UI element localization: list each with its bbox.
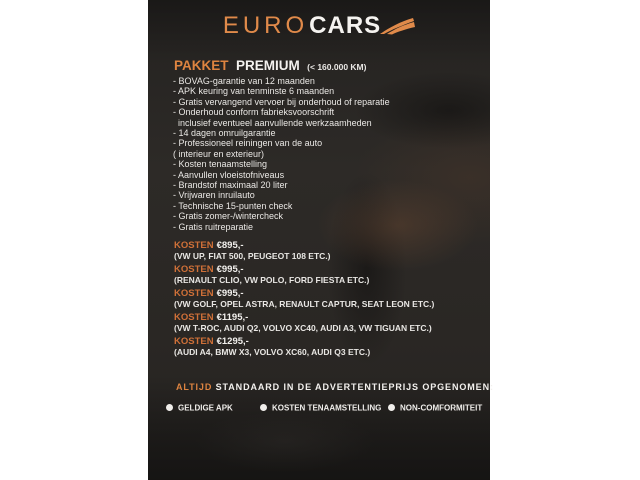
price-value: €1295,-	[216, 336, 249, 347]
feature-item: - Technische 15-punten check	[173, 200, 293, 211]
feature-item: - Kosten tenaamstelling	[173, 159, 268, 170]
bullet-dot-icon	[388, 404, 395, 411]
footer-heading-rest: STANDAARD IN DE ADVERTENTIEPRIJS OPGENOMEN:	[215, 382, 494, 392]
feature-item: - BOVAG-garantie van 12 maanden	[173, 76, 315, 86]
price-value: €895,-	[216, 240, 244, 251]
feature-item: - Gratis vervangend vervoer bij onderhoud of reparatie	[173, 96, 390, 107]
footer-item	[166, 399, 233, 417]
package-title-primary: PAKKET	[174, 58, 229, 73]
pricing-block	[174, 240, 484, 261]
feature-item: - Gratis zomer-/wintercheck	[173, 211, 284, 222]
price-line	[174, 336, 484, 347]
price-line	[174, 240, 484, 251]
models-line: (RENAULT CLIO, VW POLO, FORD FIESTA ETC.)	[174, 275, 370, 285]
price-line	[174, 312, 484, 323]
feature-item: - APK keuring van tenminste 6 maanden	[173, 86, 335, 97]
price-line	[174, 288, 484, 299]
kosten-label: KOSTEN	[174, 312, 214, 323]
footer-item-label: NON-COMFORMITEIT	[400, 403, 483, 413]
feature-item: - Gratis ruitreparatie	[173, 221, 254, 232]
footer-heading	[176, 382, 494, 392]
price-value: €995,-	[216, 264, 244, 275]
pricing-list	[174, 240, 484, 360]
price-line	[174, 264, 484, 275]
logo-text-cars: CARS	[309, 12, 382, 39]
footer-item	[388, 399, 482, 417]
package-title-secondary: PREMIUM	[235, 58, 300, 73]
package-title	[174, 57, 366, 75]
road-swoosh-icon	[379, 17, 415, 35]
kosten-label: KOSTEN	[174, 288, 214, 299]
feature-item: - Brandstof maximaal 20 liter	[173, 180, 288, 191]
feature-item: - 14 dagen omruilgarantie	[173, 128, 276, 139]
price-value: €995,-	[216, 288, 244, 299]
feature-item: - Onderhoud conform fabrieksvoorschrift	[173, 107, 335, 118]
footer-heading-highlight: ALTIJD	[176, 382, 213, 392]
feature-item: - Aanvullen vloeistofniveaus	[173, 169, 285, 180]
footer-item	[260, 399, 381, 417]
models-line: (VW UP, FIAT 500, PEUGEOT 108 ETC.)	[174, 251, 331, 261]
pricing-block	[174, 264, 484, 285]
models-line: (VW GOLF, OPEL ASTRA, RENAULT CAPTUR, SEAT LEON ETC.)	[174, 299, 435, 309]
footer-items	[148, 399, 490, 413]
feature-item: - Professioneel reiningen van de auto	[173, 138, 323, 149]
footer-item-label: GELDIGE APK	[178, 403, 233, 413]
logo	[148, 12, 490, 40]
logo-text-euro: EURO	[222, 12, 309, 39]
feature-list	[173, 76, 473, 232]
pricing-block	[174, 336, 484, 357]
price-value: €1195,-	[216, 312, 249, 323]
kosten-label: KOSTEN	[174, 336, 214, 347]
pricing-block	[174, 312, 484, 333]
feature-item: inclusief eventueel aanvullende werkzaamheden	[178, 117, 372, 128]
models-line: (AUDI A4, BMW X3, VOLVO XC60, AUDI Q3 ETC.)	[174, 347, 371, 357]
bullet-dot-icon	[166, 404, 173, 411]
kosten-label: KOSTEN	[174, 264, 214, 275]
pricing-block	[174, 288, 484, 309]
models-line: (VW T-ROC, AUDI Q2, VOLVO XC40, AUDI A3, VW TIGUAN ETC.)	[174, 323, 432, 333]
feature-item: ( interieur en exterieur)	[173, 148, 265, 159]
footer-item-label: KOSTEN TENAAMSTELLING	[272, 403, 382, 413]
feature-item: - Vrijwaren inruilauto	[173, 190, 255, 201]
bullet-dot-icon	[260, 404, 267, 411]
kosten-label: KOSTEN	[174, 240, 214, 251]
package-title-note: (< 160.000 KM)	[307, 62, 367, 72]
flyer	[148, 0, 494, 480]
